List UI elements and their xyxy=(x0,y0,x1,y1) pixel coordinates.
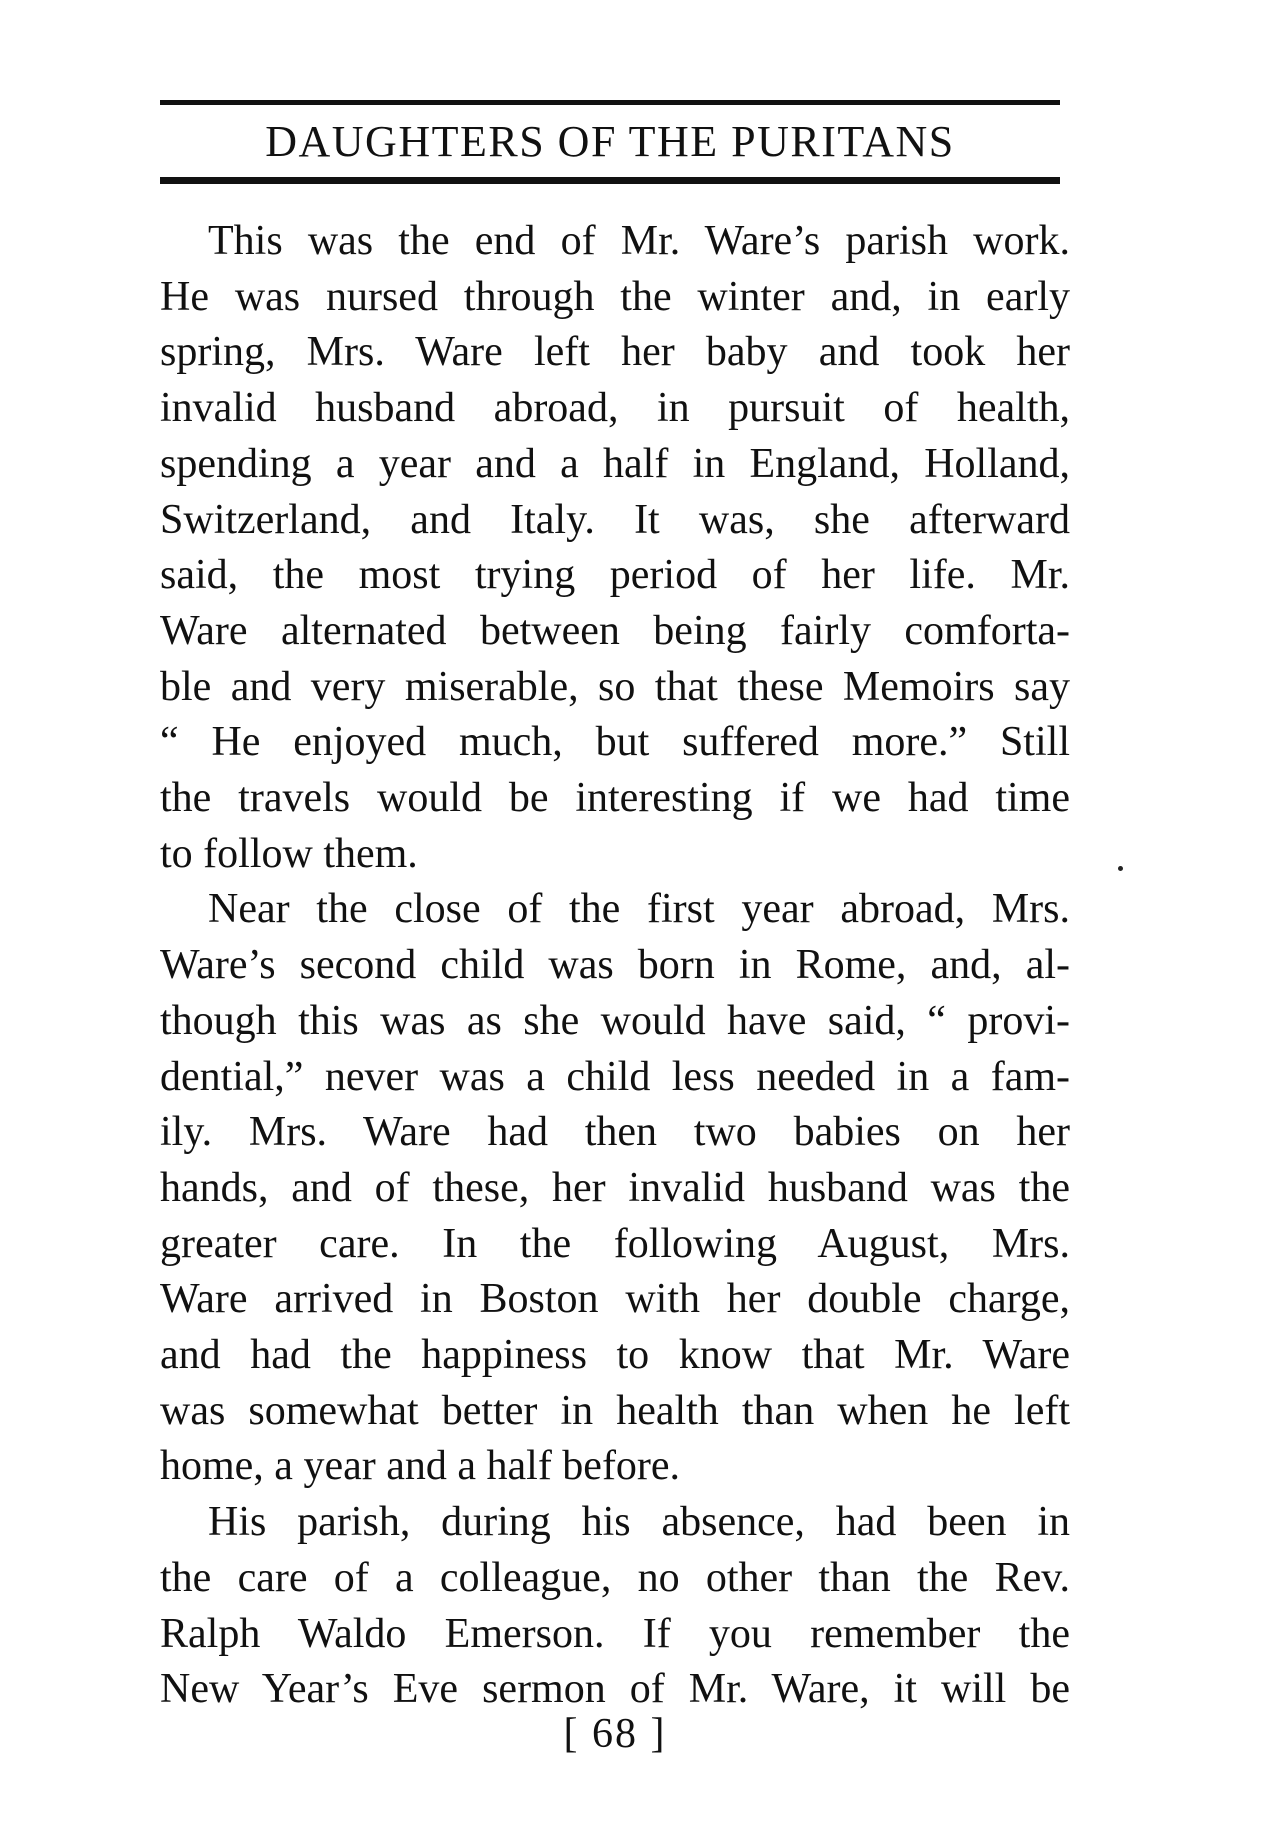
text-line: though this was as she would have said, “ provi- xyxy=(160,997,1070,1044)
text-line: greater care. In the following August, Mrs. xyxy=(160,1220,1070,1267)
paragraph-3 xyxy=(160,1495,1070,1718)
text-line: and had the happiness to know that Mr. Ware xyxy=(160,1332,1070,1379)
print-speck xyxy=(1118,866,1123,871)
header-rule-bottom xyxy=(160,177,1060,184)
text-line: Ware alternated between being fairly comforta- xyxy=(160,607,1070,654)
text-line: He was nursed through the winter and, in early xyxy=(160,273,1070,320)
text-line: “ He enjoyed much, but suffered more.” Still xyxy=(160,719,1070,766)
text-line: dential,” never was a child less needed in a fam- xyxy=(160,1053,1070,1100)
text-line: the travels would be interesting if we had time xyxy=(160,775,1070,822)
text-line: Ware’s second child was born in Rome, and, al- xyxy=(160,942,1070,989)
text-line: was somewhat better in health than when he left xyxy=(160,1387,1070,1434)
text-line: Ralph Waldo Emerson. If you remember the xyxy=(160,1610,1070,1657)
text-line: Near the close of the first year abroad, Mrs. xyxy=(208,886,1070,933)
text-line: invalid husband abroad, in pursuit of health, xyxy=(160,385,1070,432)
text-line: spending a year and a half in England, Holland, xyxy=(160,440,1070,487)
text-line: ily. Mrs. Ware had then two babies on her xyxy=(160,1109,1070,1156)
running-head: DAUGHTERS OF THE PURITANS xyxy=(265,117,955,166)
paragraph-2-end xyxy=(160,1439,1070,1495)
paragraph-1 xyxy=(160,214,1070,827)
text-line: hands, and of these, her invalid husband was the xyxy=(160,1164,1070,1211)
text-line: This was the end of Mr. Ware’s parish work. xyxy=(208,218,1070,264)
text-line: to follow them. xyxy=(160,830,418,877)
text-line: New Year’s Eve sermon of Mr. Ware, it will be xyxy=(160,1666,1070,1713)
text-line: His parish, during his absence, had been in xyxy=(208,1499,1070,1546)
text-line: ble and very miserable, so that these Memoirs say xyxy=(160,663,1070,710)
text-line: the care of a colleague, no other than the Rev. xyxy=(160,1554,1070,1601)
page-number: [ 68 ] xyxy=(563,1711,667,1757)
paragraph-2 xyxy=(160,882,1070,1439)
text-line: spring, Mrs. Ware left her baby and took her xyxy=(160,329,1070,376)
body-text xyxy=(160,214,1070,1718)
text-line: Switzerland, and Italy. It was, she afterward xyxy=(160,496,1070,543)
text-line: said, the most trying period of her life. Mr. xyxy=(160,552,1070,599)
text-line: Ware arrived in Boston with her double charge, xyxy=(160,1276,1070,1323)
header-rule-top xyxy=(160,100,1060,105)
paragraph-1-end xyxy=(160,827,1070,883)
text-line: home, a year and a half before. xyxy=(160,1443,681,1490)
